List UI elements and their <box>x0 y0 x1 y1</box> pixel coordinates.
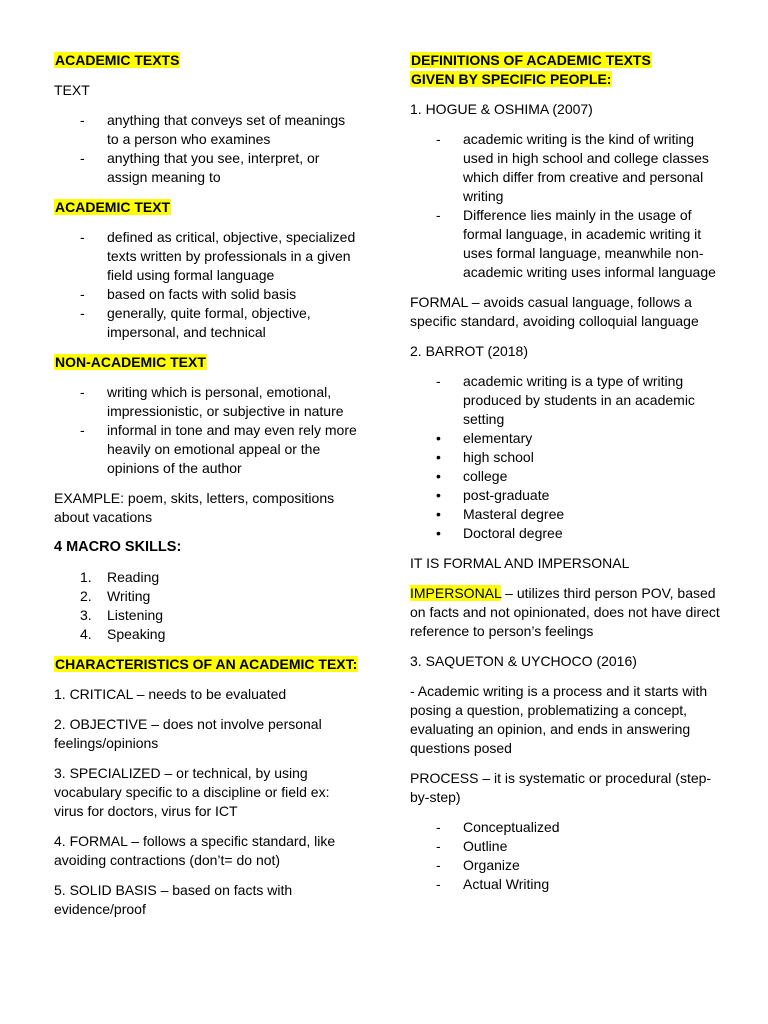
list-item: - generally, quite formal, objective, impersonal, and technical <box>80 305 311 340</box>
hogue-oshima-list <box>410 130 720 282</box>
barrot-title: 2. BARROT (2018) <box>410 343 529 359</box>
right-column <box>410 51 720 905</box>
list-item: - based on facts with solid basis <box>80 286 297 302</box>
list-item: • Masteral degree <box>436 506 565 522</box>
list-item: - Difference lies mainly in the usage of formal language, in academic writing it uses formal language, meanwhile non-academic writing uses informal language <box>436 207 716 280</box>
impersonal-definition: IMPERSONAL – utilizes third person POV, based on facts and not opinionated, does not have direct reference to person’s feelings <box>410 585 720 639</box>
example-text: EXAMPLE: poem, skits, letters, compositions about vacations <box>54 490 335 525</box>
list-item: • high school <box>436 449 534 465</box>
heading-characteristics: CHARACTERISTICS OF AN ACADEMIC TEXT: <box>55 656 358 672</box>
heading-academic-text: ACADEMIC TEXT <box>55 199 171 215</box>
hogue-oshima-title: 1. HOGUE & OSHIMA (2007) <box>410 101 593 117</box>
characteristic-objective: 2. OBJECTIVE – does not involve personal feelings/opinions <box>54 716 322 751</box>
list-item: • Doctoral degree <box>436 525 563 541</box>
process-definition: PROCESS – it is systematic or procedural (step-by-step) <box>410 770 712 805</box>
process-steps-list <box>410 818 720 894</box>
list-item: - Actual Writing <box>436 876 550 892</box>
formal-definition: FORMAL – avoids casual language, follows a specific standard, avoiding colloquial language <box>410 294 699 329</box>
list-item: - academic writing is the kind of writing used in high school and college classes which differ from creative and personal writing <box>436 131 709 204</box>
characteristic-solid-basis: 5. SOLID BASIS – based on facts with evidence/proof <box>54 882 293 917</box>
heading-non-academic-text: NON-ACADEMIC TEXT <box>55 354 206 370</box>
text-definition-list <box>54 111 359 187</box>
list-item: • post-graduate <box>436 487 550 503</box>
list-item: 3. Listening <box>80 607 164 623</box>
list-item: 4. Speaking <box>80 626 166 642</box>
characteristic-specialized: 3. SPECIALIZED – or technical, by using vocabulary specific to a discipline or field ex: virus for doctors, virus for ICT <box>54 765 330 819</box>
saqueton-uychoco-text: - Academic writing is a process and it starts with posing a question, problematizing a concept, evaluating an opinion, and ends in answering questions posed <box>410 683 708 756</box>
list-item: • college <box>436 468 508 484</box>
characteristic-formal: 4. FORMAL – follows a specific standard, like avoiding contractions (don’t= do not) <box>54 833 336 868</box>
list-item: - informal in tone and may even rely more heavily on emotional appeal or the opinions of the author <box>80 422 357 476</box>
heading-academic-texts: ACADEMIC TEXTS <box>55 52 180 68</box>
formal-impersonal-text: IT IS FORMAL AND IMPERSONAL <box>410 555 630 571</box>
characteristic-critical: 1. CRITICAL – needs to be evaluated <box>54 686 287 702</box>
impersonal-highlight: IMPERSONAL <box>410 585 502 601</box>
list-item: - anything that you see, interpret, or assign meaning to <box>80 150 320 185</box>
barrot-levels-list <box>410 429 720 543</box>
list-item: - defined as critical, objective, specialized texts written by professionals in a given field using formal language <box>80 229 356 283</box>
heading-macro-skills: 4 MACRO SKILLS: <box>54 539 182 555</box>
text-label: TEXT <box>54 82 90 98</box>
list-item: - Organize <box>436 857 520 873</box>
left-column <box>54 51 359 930</box>
list-item: 2. Writing <box>80 588 151 604</box>
list-item: - Outline <box>436 838 508 854</box>
macro-skills-list <box>54 568 359 644</box>
list-item: 1. Reading <box>80 569 160 585</box>
list-item: - academic writing is a type of writing produced by students in an academic setting <box>436 373 695 427</box>
list-item: - Conceptualized <box>436 819 560 835</box>
non-academic-text-list <box>54 383 359 478</box>
barrot-list <box>410 372 720 429</box>
heading-definitions: DEFINITIONS OF ACADEMIC TEXTS GIVEN BY SPECIFIC PEOPLE: <box>411 52 651 87</box>
list-item: • elementary <box>436 430 533 446</box>
academic-text-list <box>54 228 359 342</box>
saqueton-uychoco-title: 3. SAQUETON & UYCHOCO (2016) <box>410 653 637 669</box>
list-item: - anything that conveys set of meanings to a person who examines <box>80 112 346 147</box>
list-item: - writing which is personal, emotional, impressionistic, or subjective in nature <box>80 384 344 419</box>
